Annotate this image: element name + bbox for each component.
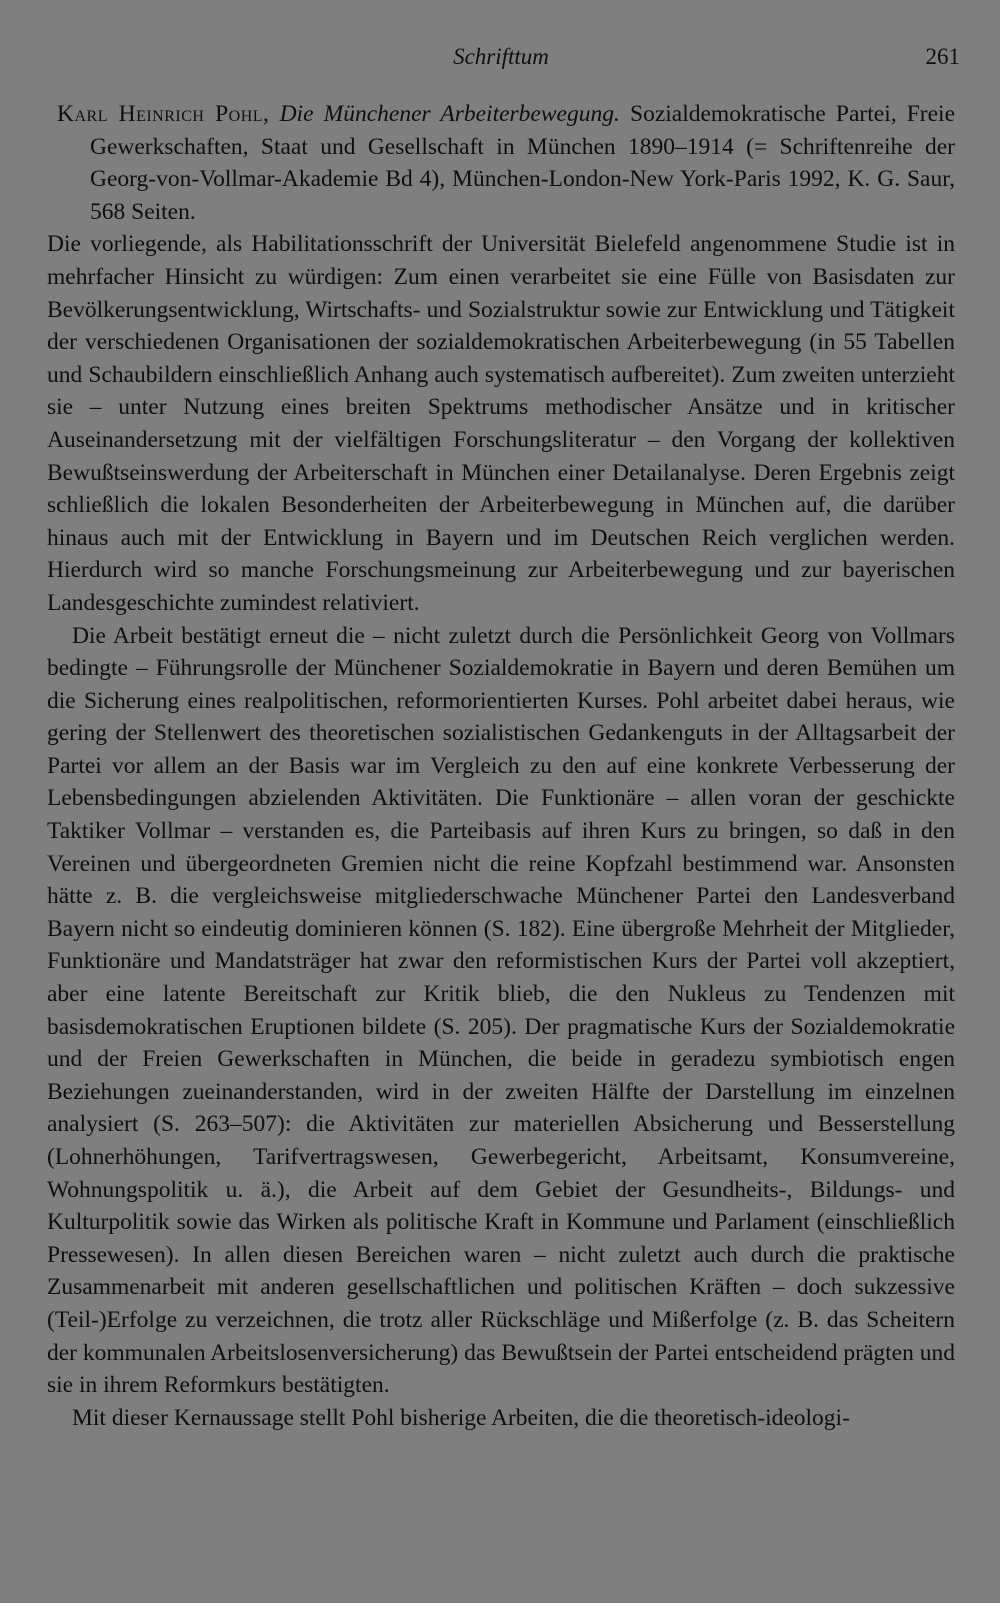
page-number: 261 <box>925 44 960 69</box>
document-page <box>47 42 960 1434</box>
citation-author: Karl Heinrich Pohl, <box>57 101 270 127</box>
running-header <box>47 42 960 82</box>
review-paragraph: Die vorliegende, als Habilitationsschrift der Universität Bielefeld angenommene Studie ist in mehrfacher Hinsicht zu würdigen: Zum einen verarbeitet sie eine Fülle von Basisdaten zur Bevölkerungsentwicklung, Wirtschafts- und Sozialstruktur sowie zur Entwicklung und Tätigkeit der verschiedenen Organisationen der sozialdemokratischen Arbeiterbewegung (in 55 Tabellen und Schaubildern einschließlich Anhang auch systematisch aufbereitet). Zum zweiten unterzieht sie – unter Nutzung eines breiten Spektrums methodischer Ansätze und in kritischer Auseinandersetzung mit der vielfältigen Forschungsliteratur – den Vorgang der kollektiven Bewußtseinswerdung der Arbeiterschaft in München einer Detailanalyse. Deren Ergebnis zeigt schließlich die lokalen Besonderheiten der Arbeiterbewegung in München auf, die darüber hinaus auch mit der Entwicklung in Bayern und im Deutschen Reich verglichen werden. Hierdurch wird so manche Forschungsmeinung zur Arbeiterbewegung und zur bayerischen Landesgeschichte zumindest relativiert. <box>47 231 955 616</box>
review-paragraph: Die Arbeit bestätigt erneut die – nicht zuletzt durch die Persönlichkeit Georg von Vollmars bedingte – Führungsrolle der Münchener Sozialdemokratie in Bayern und deren Bemühen um die Sicherung eines realpolitischen, reformorientierten Kurses. Pohl arbeitet dabei heraus, wie gering der Stellenwert des theoretischen sozialistischen Gedankenguts in der Alltagsarbeit der Partei vor allem an der Basis war im Vergleich zu den auf eine konkrete Verbesserung der Lebensbedingungen abzielenden Aktivitäten. Die Funktionäre – allen voran der geschickte Taktiker Vollmar – verstanden es, die Parteibasis auf ihren Kurs zu bringen, so daß in den Vereinen und übergeordneten Gremien nicht die reine Kopfzahl bestimmend war. Ansonsten hätte z. B. die vergleichsweise mitgliederschwache Münchener Partei den Landesverband Bayern nicht so eindeutig dominieren können (S. 182). Eine übergroße Mehrheit der Mitglieder, Funktionäre und Mandatsträger hat zwar den reformistischen Kurs der Partei voll akzeptiert, aber eine latente Bereitschaft zur Kritik blieb, die den Nukleus zu Tendenzen mit basisdemokratischen Eruptionen bildete (S. 205). Der pragmatische Kurs der Sozialdemokratie und der Freien Gewerkschaften in München, die beide in geradezu symbiotisch engen Beziehungen zueinanderstanden, wird in der zweiten Hälfte der Darstellung im einzelnen analysiert (S. 263–507): die Aktivitäten zur materiellen Absicherung und Besserstellung (Lohnerhöhungen, Tarifvertragswesen, Gewerbegericht, Arbeitsamt, Konsumvereine, Wohnungspolitik u. ä.), die Arbeit auf dem Gebiet der Gesundheits-, Bildungs- und Kulturpolitik sowie das Wirken als politische Kraft in Kommune und Parlament (einschließlich Pressewesen). In allen diesen Bereichen waren – nicht zuletzt auch durch die praktische Zusammenarbeit mit anderen gesellschaftlichen und politischen Kräften – doch sukzessive (Teil-)Erfolge zu verzeichnen, die trotz aller Rückschläge und Mißerfolge (z. B. das Scheitern der kommunalen Arbeitslosenversicherung) das Bewußtsein der Partei entscheidend prägten und sie in ihrem Reformkurs bestätigten. <box>47 622 955 1399</box>
book-citation <box>57 98 955 228</box>
running-title: Schrifttum <box>453 44 549 69</box>
citation-title: Die Münchener Arbeiterbewegung. <box>279 101 620 127</box>
review-paragraph: Mit dieser Kernaussage stellt Pohl bisherige Arbeiten, die die theoretisch-ideologi- <box>72 1404 850 1431</box>
citation-details: Sozialdemokratische Partei, Freie Gewerkschaften, Staat und Gesellschaft in München 1890–1914 (= Schriftenreihe der Georg-von-Vollmar-Akademie Bd 4), München-London-New York-Paris 1992, K. G. Saur, 568 Seiten. <box>90 101 956 225</box>
